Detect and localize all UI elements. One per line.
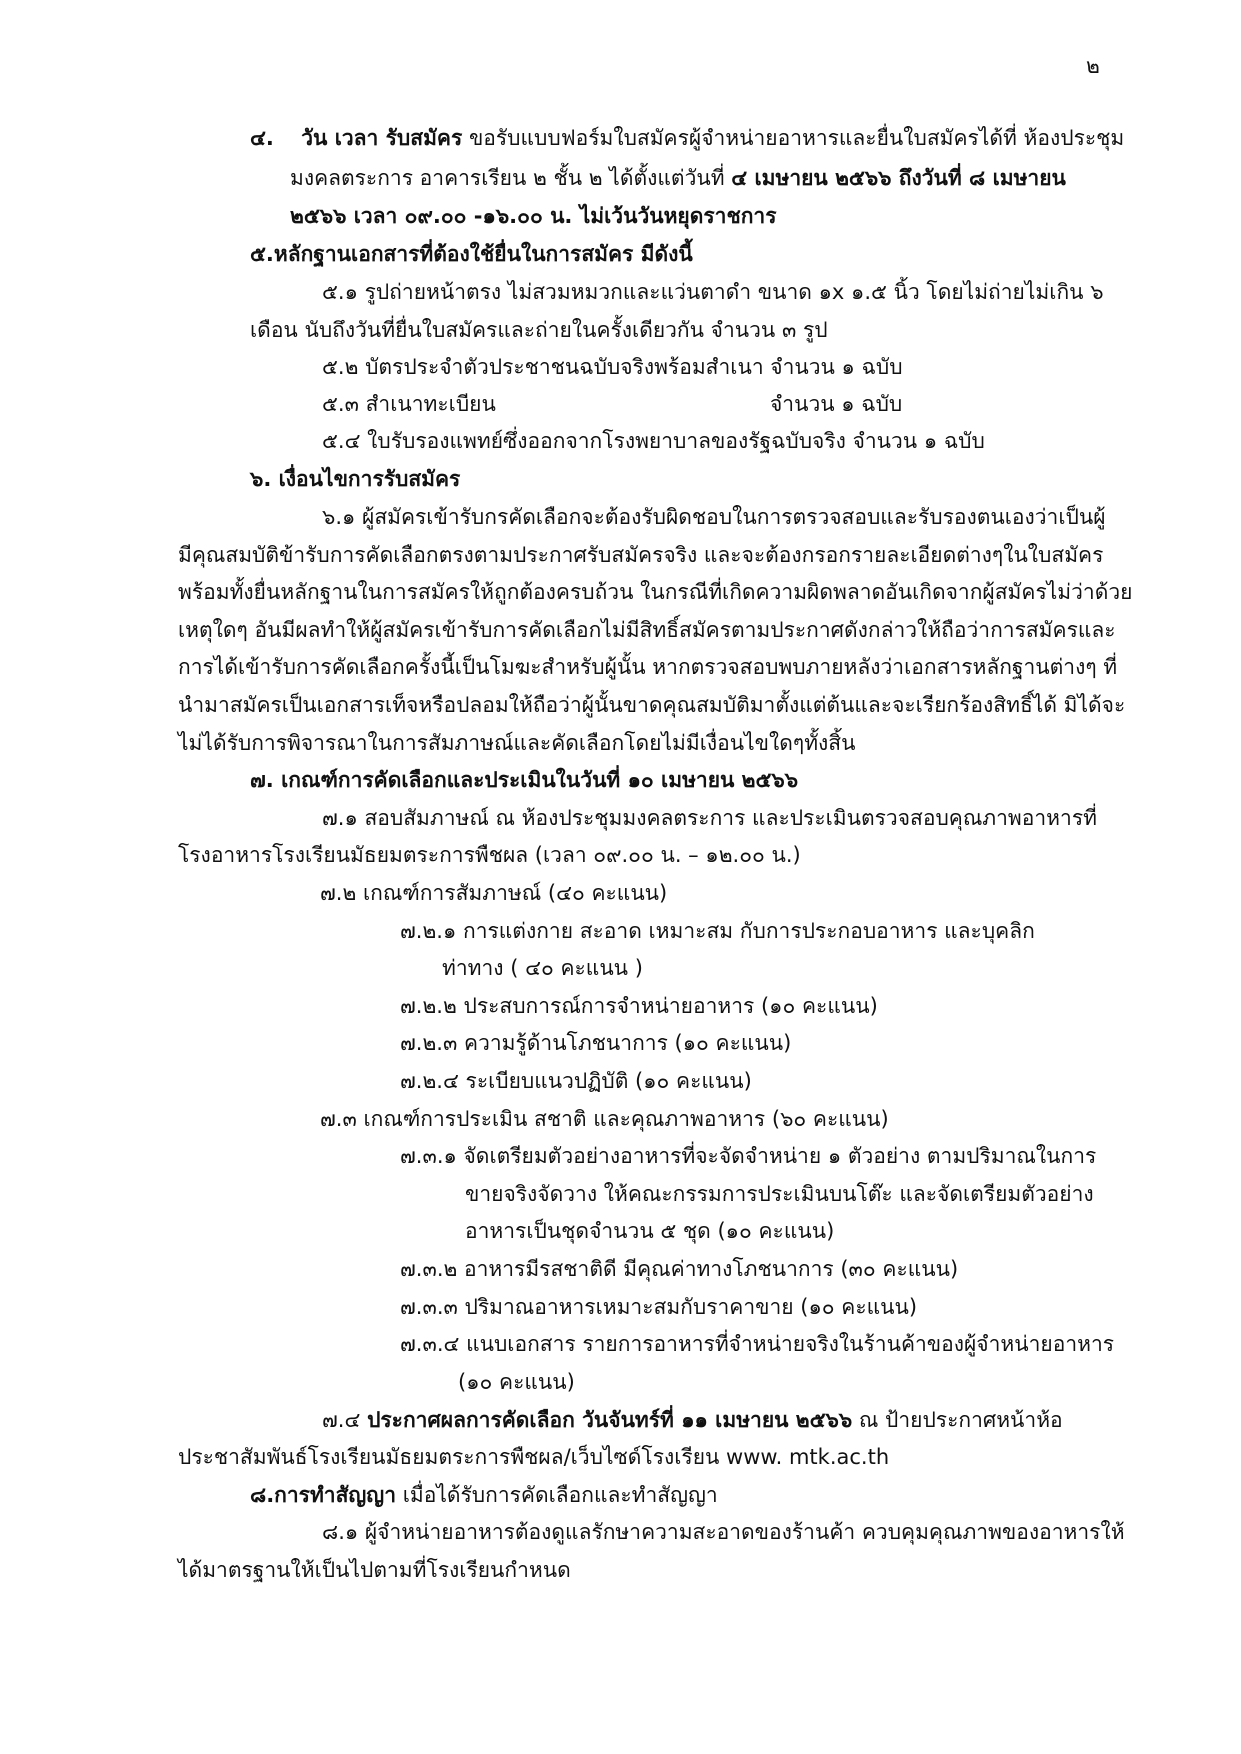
section-7-item-3: ๗.๓ เกณฑ์การประเมิน สชาติ และคุณภาพอาหาร (๖๐ คะแนน) <box>320 1107 889 1131</box>
section-5-heading: ๕.หลักฐานเอกสารที่ต้องใช้ยื่นในการสมัคร มีดังนี้ <box>250 242 693 266</box>
section-7-item-2: ๗.๒ เกณฑ์การสัมภาษณ์ (๔๐ คะแนน) <box>320 881 668 905</box>
page-number: ๒ <box>1086 54 1100 78</box>
section-4-line-1 <box>250 128 1124 149</box>
section-7-item-1a: ๗.๑ สอบสัมภาษณ์ ณ ห้องประชุมมงคลตระการ และประเมินตรวจสอบคุณภาพอาหารที่ <box>322 806 1097 830</box>
section-5-item-1a: ๕.๑ รูปถ่ายหน้าตรง ไม่สวมหมวกและแว่นตาดำ ขนาด ๑x ๑.๕ นิ้ว โดยไม่ถ่ายไม่เกิน ๖ <box>322 280 1104 304</box>
section-4-text-2b: ๔ เมษายน ๒๕๖๖ ถึงวันที่ ๘ เมษายน <box>731 166 1066 190</box>
section-8-heading <box>250 1485 718 1506</box>
section-7-item-3-1a: ๗.๓.๑ จัดเตรียมตัวอย่างอาหารที่จะจัดจำหน่าย ๑ ตัวอย่าง ตามปริมาณในการ <box>400 1144 1097 1168</box>
section-5-item-2: ๕.๒ บัตรประจำตัวประชาชนฉบับจริงพร้อมสำเนา จำนวน ๑ ฉบับ <box>322 355 903 379</box>
section-8-item-1a: ๘.๑ ผู้จำหน่ายอาหารต้องดูแลรักษาความสะอาดของร้านค้า ควบคุมคุณภาพของอาหารให้ <box>322 1520 1125 1544</box>
section-7-item-2-4: ๗.๒.๔ ระเบียบแนวปฏิบัติ (๑๐ คะแนน) <box>400 1069 752 1093</box>
section-4-line-2 <box>290 168 1066 189</box>
section-7-item-2-1b: ท่าทาง ( ๔๐ คะแนน ) <box>442 956 643 980</box>
section-7-item-3-4b: (๑๐ คะแนน) <box>458 1370 575 1394</box>
section-7-item-3-2: ๗.๓.๒ อาหารมีรสชาติดี มีคุณค่าทางโภชนาการ (๓๐ คะแนน) <box>400 1257 959 1281</box>
section-4-text-2a: มงคลตระการ อาคารเรียน ๒ ชั้น ๒ ได้ตั้งแต่วันที่ <box>290 166 725 190</box>
section-6-line: ไม่ได้รับการพิจารณาในการสัมภาษณ์และคัดเลือกโดยไม่มีเงื่อนไขใดๆทั้งสิ้น <box>178 731 856 755</box>
section-7-item-4a <box>322 1410 1063 1431</box>
section-7-item-4-number: ๗.๔ <box>322 1408 361 1432</box>
section-6-line: พร้อมทั้งยื่นหลักฐานในการสมัครให้ถูกต้องครบถ้วน ในกรณีที่เกิดความผิดพลาดอันเกิดจากผู้สมัครไม่ว่าด้วย <box>178 580 1133 604</box>
section-7-item-3-1b: ขายจริงจัดวาง ให้คณะกรรมการประเมินบนโต๊ะ และจัดเตรียมตัวอย่าง <box>465 1182 1094 1206</box>
section-7-item-1b: โรงอาหารโรงเรียนมัธยมตระการพืชผล (เวลา ๐๙.๐๐ น. – ๑๒.๐๐ น.) <box>178 843 801 867</box>
section-5-item-3-quantity: จำนวน ๑ ฉบับ <box>770 392 903 416</box>
section-6-heading: ๖. เงื่อนไขการรับสมัคร <box>250 467 461 491</box>
section-7-item-4-rest: ณ ป้ายประกาศหน้าห้อ <box>858 1408 1063 1432</box>
section-8-heading-rest: เมื่อได้รับการคัดเลือกและทำสัญญา <box>402 1483 718 1507</box>
section-7-item-4-bold: ประกาศผลการคัดเลือก วันจันทร์ที่ ๑๑ เมษายน ๒๕๖๖ <box>367 1408 853 1432</box>
section-7-item-2-3: ๗.๒.๓ ความรู้ด้านโภชนาการ (๑๐ คะแนน) <box>400 1031 792 1055</box>
section-6-line: ๖.๑ ผู้สมัครเข้ารับกรคัดเลือกจะต้องรับผิดชอบในการตรวจสอบและรับรองตนเองว่าเป็นผู้ <box>322 505 1106 529</box>
section-7-item-2-2: ๗.๒.๒ ประสบการณ์การจำหน่ายอาหาร (๑๐ คะแนน) <box>400 994 878 1018</box>
section-8-heading-bold: ๘.การทำสัญญา <box>250 1483 396 1507</box>
section-5-item-4: ๕.๔ ใบรับรองแพทย์ซึ่งออกจากโรงพยาบาลของรัฐฉบับจริง จำนวน ๑ ฉบับ <box>322 429 985 453</box>
section-4-text-1: ขอรับแบบฟอร์มใบสมัครผู้จำหน่ายอาหารและยื่นใบสมัครได้ที่ ห้องประชุม <box>468 126 1125 150</box>
section-7-item-2-1a: ๗.๒.๑ การแต่งกาย สะอาด เหมาะสม กับการประกอบอาหาร และบุคลิก <box>400 919 1035 943</box>
section-6-line: มีคุณสมบัติข้ารับการคัดเลือกตรงตามประกาศรับสมัครจริง และจะต้องกรอกรายละเอียดต่างๆในใบสมัคร <box>178 543 1104 567</box>
section-8-item-1b: ได้มาตรฐานให้เป็นไปตามที่โรงเรียนกำหนด <box>178 1558 571 1582</box>
section-7-item-4b: ประชาสัมพันธ์โรงเรียนมัธยมตระการพืชผล/เว็บไซด์โรงเรียน www. mtk.ac.th <box>178 1445 890 1469</box>
section-7-item-3-1c: อาหารเป็นชุดจำนวน ๕ ชุด (๑๐ คะแนน) <box>465 1219 835 1243</box>
section-6-line: การได้เข้ารับการคัดเลือกครั้งนี้เป็นโมฆะสำหรับผู้นั้น หากตรวจสอบพบภายหลังว่าเอกสารหลักฐานต่างๆ ที่ <box>178 655 1118 679</box>
section-4-number: ๔. <box>250 126 274 150</box>
section-4-line-3: ๒๕๖๖ เวลา ๐๙.๐๐ -๑๖.๐๐ น. ไม่เว้นวันหยุดราชการ <box>290 204 777 228</box>
section-5-item-1b: เดือน นับถึงวันที่ยื่นใบสมัครและถ่ายในครั้งเดียวกัน จำนวน ๓ รูป <box>250 318 828 342</box>
section-6-line: นำมาสมัครเป็นเอกสารเท็จหรือปลอมให้ถือว่าผู้นั้นขาดคุณสมบัติมาตั้งแต่ต้นและจะเรียกร้องสิทธิ์ได้ มิได้จะ <box>178 693 1126 717</box>
section-7-item-3-3: ๗.๓.๓ ปริมาณอาหารเหมาะสมกับราคาขาย (๑๐ คะแนน) <box>400 1295 918 1319</box>
section-4-label: วัน เวลา รับสมัคร <box>301 126 463 150</box>
section-7-heading: ๗. เกณฑ์การคัดเลือกและประเมินในวันที่ ๑๐ เมษายน ๒๕๖๖ <box>250 768 799 792</box>
section-6-line: เหตุใดๆ อันมีผลทำให้ผู้สมัครเข้ารับการคัดเลือกไม่มีสิทธิ์สมัครตามประกาศดังกล่าวให้ถือว่าการสมัครและ <box>178 618 1116 642</box>
section-7-item-3-4a: ๗.๓.๔ แนบเอกสาร รายการอาหารที่จำหน่ายจริงในร้านค้าของผู้จำหน่ายอาหาร <box>400 1332 1115 1356</box>
section-5-item-3: ๕.๓ สำเนาทะเบียน <box>322 392 496 416</box>
